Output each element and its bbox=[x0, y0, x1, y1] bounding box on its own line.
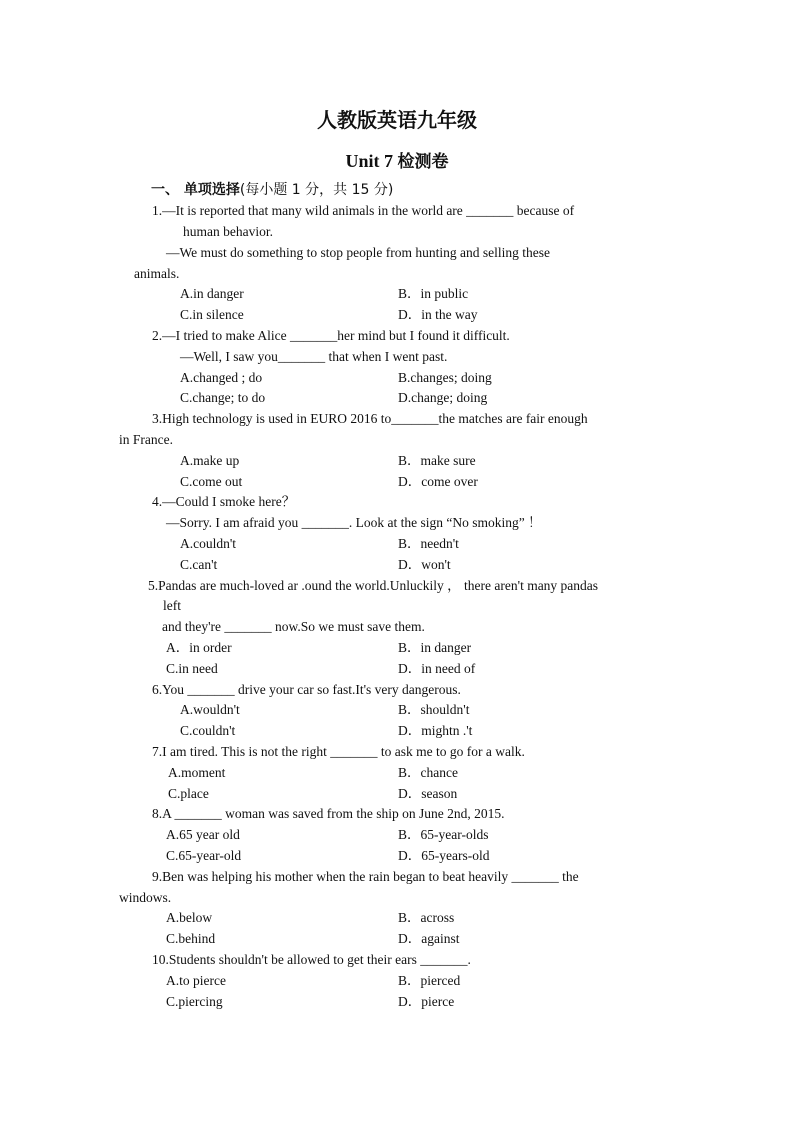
question-5-option-c[interactable]: C.in need bbox=[166, 661, 218, 676]
question-9-option-a[interactable]: A.below bbox=[166, 910, 213, 925]
question-4-option-a[interactable]: A.couldn't bbox=[180, 536, 237, 551]
question-9-option-c[interactable]: C.behind bbox=[166, 931, 216, 946]
question-5-line-3: and they're _______ now.So we must save them. bbox=[162, 619, 425, 634]
question-7-line-1: 7.I am tired. This is not the right _______ to ask me to go for a walk. bbox=[152, 744, 525, 759]
question-10-line-1: 10.Students shouldn't be allowed to get their ears _______. bbox=[152, 952, 471, 967]
question-4-option-c[interactable]: C.can't bbox=[180, 557, 218, 572]
unit-title bbox=[0, 147, 794, 172]
question-6-line-1: 6.You _______ drive your car so fast.It's very dangerous. bbox=[152, 682, 461, 697]
section-heading bbox=[151, 179, 393, 199]
question-9-option-b[interactable]: B．across bbox=[398, 910, 455, 925]
question-5-line-1: 5.Pandas are much-loved ar .ound the world.Unluckily ， there aren't many pandas bbox=[148, 578, 599, 593]
question-6-option-d[interactable]: D．mightn .'t bbox=[398, 723, 473, 738]
question-8-option-d[interactable]: D．65-years-old bbox=[398, 848, 490, 863]
question-3-line-1: 3.High technology is used in EURO 2016 to_______the matches are fair enough bbox=[152, 411, 588, 426]
question-6-option-a[interactable]: A.wouldn't bbox=[180, 702, 240, 717]
question-2-option-c[interactable]: C.change; to do bbox=[180, 390, 266, 405]
question-3-option-d[interactable]: D．come over bbox=[398, 474, 478, 489]
question-2-option-d[interactable]: D.change; doing bbox=[398, 390, 488, 405]
unit-cjk-label: 检测卷 bbox=[397, 152, 449, 172]
question-9-option-d[interactable]: D．against bbox=[398, 931, 460, 946]
question-3-option-a[interactable]: A.make up bbox=[180, 453, 240, 468]
question-5-line-2: left bbox=[163, 598, 181, 613]
question-4-line-2: —Sorry. I am afraid you _______. Look at the sign “No smoking” ！ bbox=[166, 515, 542, 530]
question-7-option-a[interactable]: A.moment bbox=[168, 765, 226, 780]
question-2-option-a[interactable]: A.changed ; do bbox=[180, 370, 263, 385]
question-2-line-1: 2.—I tried to make Alice _______her mind but I found it difficult. bbox=[152, 328, 510, 343]
question-6-option-b[interactable]: B．shouldn't bbox=[398, 702, 470, 717]
question-4-line-1: 4.—Could I smoke here？ bbox=[152, 494, 296, 509]
question-10-option-c[interactable]: C.piercing bbox=[166, 994, 223, 1009]
question-4-option-b[interactable]: B．needn't bbox=[398, 536, 459, 551]
question-1-option-d[interactable]: D．in the way bbox=[398, 307, 478, 322]
question-2-line-2: —Well, I saw you_______ that when I went past. bbox=[180, 349, 448, 364]
question-8-option-b[interactable]: B．65-year-olds bbox=[398, 827, 489, 842]
question-2-option-b[interactable]: B.changes; doing bbox=[398, 370, 492, 385]
question-10-option-b[interactable]: B．pierced bbox=[398, 973, 461, 988]
question-6-option-c[interactable]: C.couldn't bbox=[180, 723, 236, 738]
question-9-line-2: windows. bbox=[119, 890, 172, 905]
question-7-option-b[interactable]: B．chance bbox=[398, 765, 458, 780]
question-3-option-b[interactable]: B．make sure bbox=[398, 453, 476, 468]
question-5-option-a[interactable]: A．in order bbox=[166, 640, 232, 655]
question-1-line-3: —We must do something to stop people from hunting and selling these bbox=[166, 245, 550, 260]
question-3-option-c[interactable]: C.come out bbox=[180, 474, 243, 489]
question-1-line-1: 1.—It is reported that many wild animals in the world are _______ because of bbox=[152, 203, 575, 218]
question-4-option-d[interactable]: D．won't bbox=[398, 557, 451, 572]
question-10-option-d[interactable]: D．pierce bbox=[398, 994, 455, 1009]
question-7-option-d[interactable]: D．season bbox=[398, 786, 458, 801]
question-10-option-a[interactable]: A.to pierce bbox=[166, 973, 226, 988]
question-1-line-4: animals. bbox=[134, 266, 180, 281]
question-1-line-2: human behavior. bbox=[183, 224, 273, 239]
question-5-option-b[interactable]: B．in danger bbox=[398, 640, 472, 655]
question-8-line-1: 8.A _______ woman was saved from the ship on June 2nd, 2015. bbox=[152, 806, 505, 821]
question-8-option-a[interactable]: A.65 year old bbox=[166, 827, 240, 842]
question-7-option-c[interactable]: C.place bbox=[168, 786, 209, 801]
unit-label: Unit 7 bbox=[345, 151, 393, 171]
question-3-line-2: in France. bbox=[119, 432, 173, 447]
section-label: 一、 单项选择 bbox=[151, 182, 240, 198]
question-8-option-c[interactable]: C.65-year-old bbox=[166, 848, 242, 863]
question-9-line-1: 9.Ben was helping his mother when the rain began to beat heavily _______ the bbox=[152, 869, 579, 884]
question-1-option-b[interactable]: B．in public bbox=[398, 286, 469, 301]
question-5-option-d[interactable]: D．in need of bbox=[398, 661, 476, 676]
page-title: 人教版英语九年级 bbox=[317, 108, 477, 132]
question-1-option-a[interactable]: A.in danger bbox=[180, 286, 244, 301]
section-note: (每小题 1 分，共 15 分) bbox=[239, 182, 394, 198]
question-1-option-c[interactable]: C.in silence bbox=[180, 307, 244, 322]
